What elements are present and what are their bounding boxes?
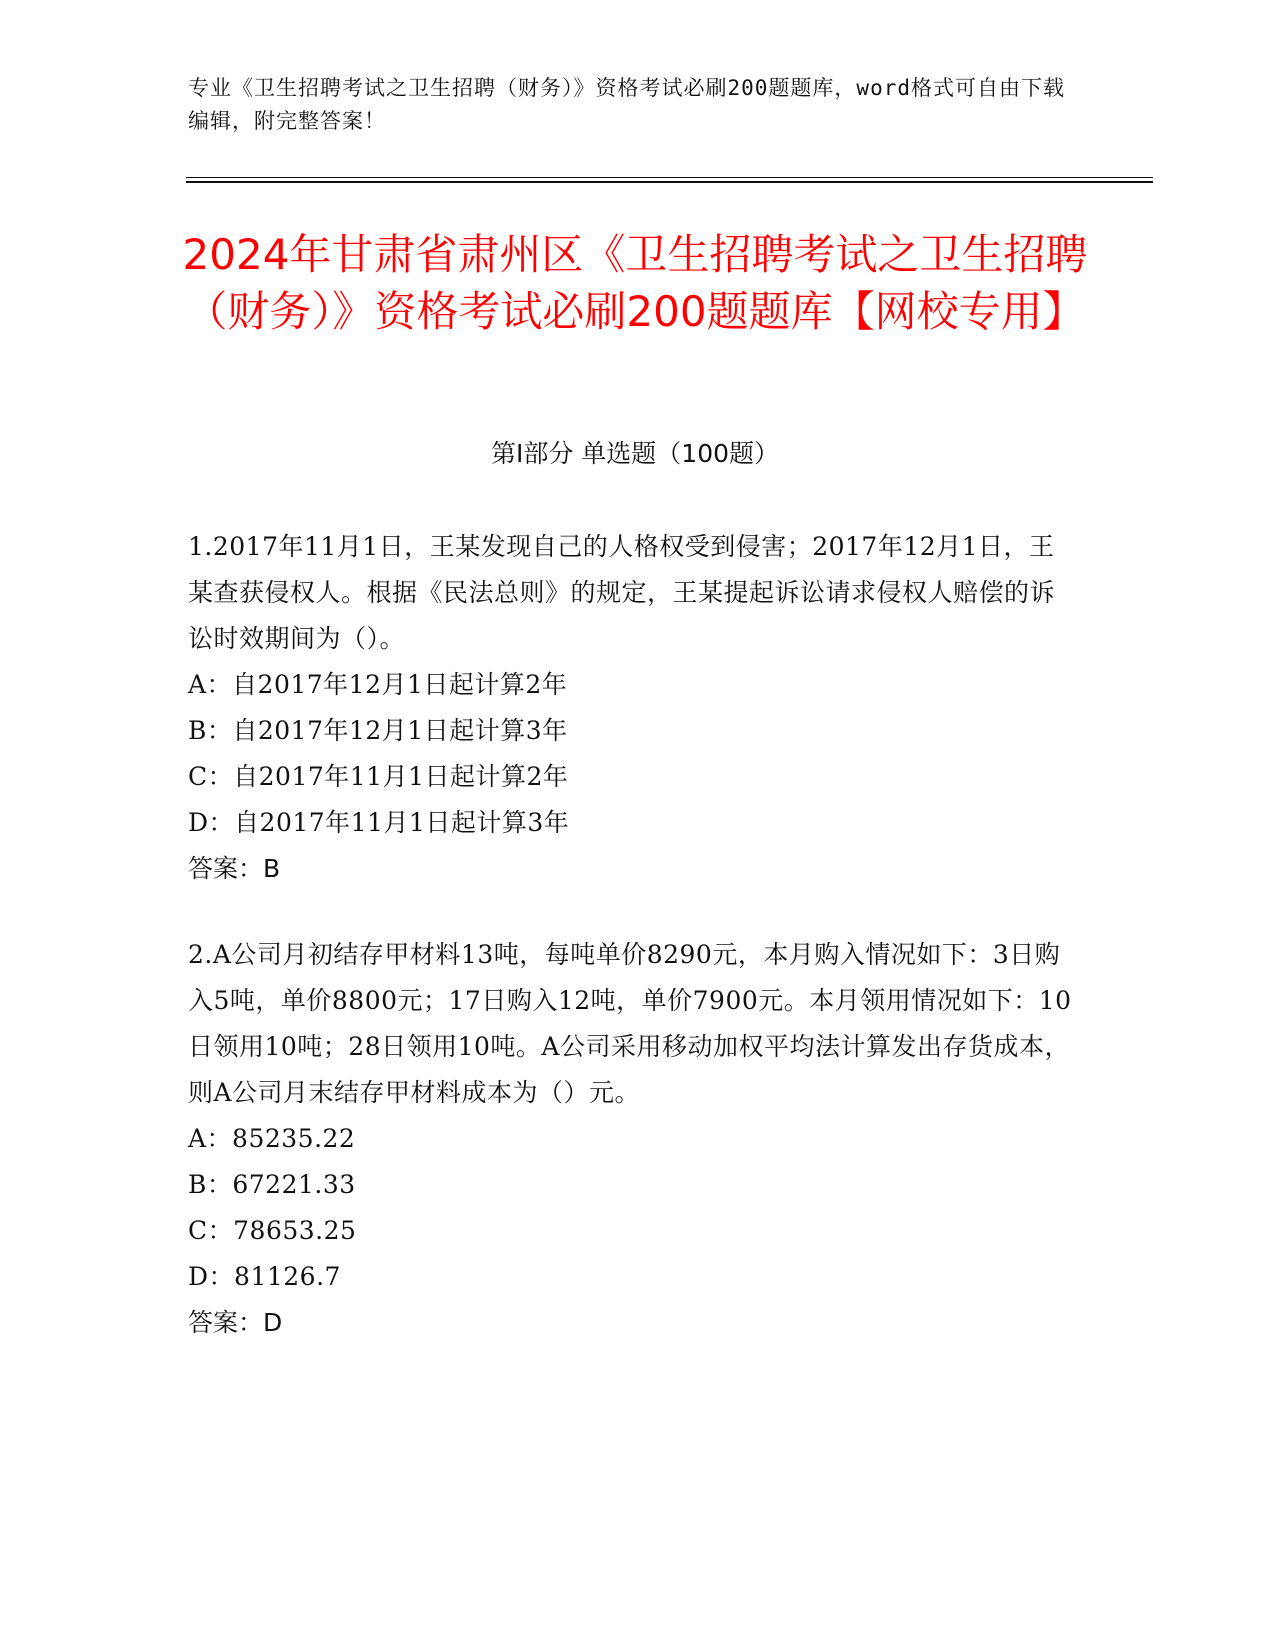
question-1 xyxy=(188,524,1076,892)
option-c: C：78653.25 xyxy=(188,1216,357,1245)
answer-text: 答案：B xyxy=(188,854,281,883)
question-2 xyxy=(188,932,1076,1346)
option-b: B：自2017年12月1日起计算3年 xyxy=(188,716,568,745)
answer-text: 答案：D xyxy=(188,1308,283,1337)
option-a: A：自2017年12月1日起计算2年 xyxy=(188,670,568,699)
question-stem: 1.2017年11月1日，王某发现自己的人格权受到侵害；2017年12月1日，王某查获侵权人。根据《民法总则》的规定，王某提起诉讼请求侵权人赔偿的诉讼时效期间为（）。 xyxy=(188,532,1056,653)
document-title: 2024年甘肃省肃州区《卫生招聘考试之卫生招聘（财务）》资格考试必刷200题题库【网校专用】 xyxy=(182,230,1088,336)
header-divider-thick xyxy=(186,181,1153,183)
header-note: 专业《卫生招聘考试之卫生招聘（财务）》资格考试必刷200题题库，word格式可自由下载编辑，附完整答案！ xyxy=(188,76,1065,133)
option-d: D：自2017年11月1日起计算3年 xyxy=(188,808,570,837)
option-a: A：85235.22 xyxy=(188,1124,356,1153)
option-c: C：自2017年11月1日起计算2年 xyxy=(188,762,569,791)
option-b: B：67221.33 xyxy=(188,1170,356,1199)
option-d: D：81126.7 xyxy=(188,1262,341,1291)
section-heading: 第I部分 单选题（100题） xyxy=(490,439,780,468)
question-stem: 2.A公司月初结存甲材料13吨，每吨单价8290元，本月购入情况如下：3日购入5吨，单价8800元；17日购入12吨，单价7900元。本月领用情况如下：10日领用10吨；28日领用10吨。A公司采用移动加权平均法计算发出存货成本，则A公司月末结存甲材料成本为（）元。 xyxy=(188,940,1072,1107)
header-divider-thin xyxy=(186,177,1153,178)
